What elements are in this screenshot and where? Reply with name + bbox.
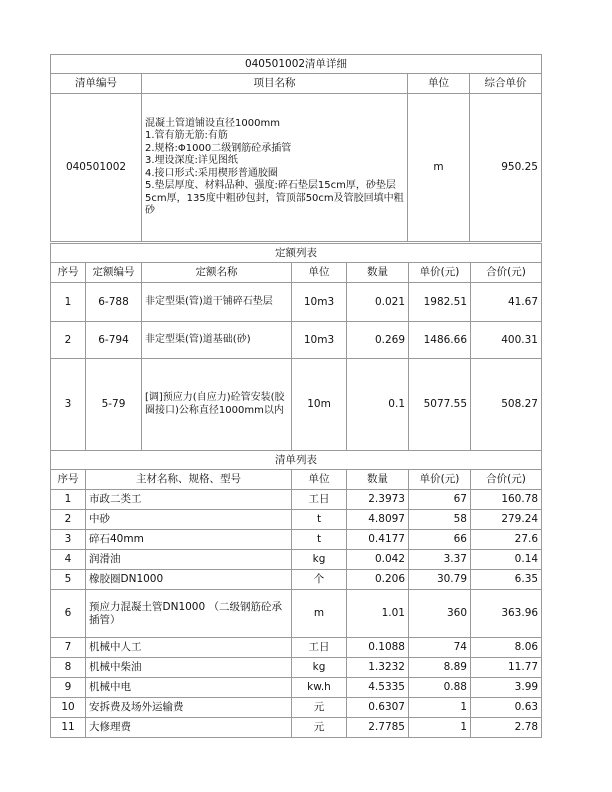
desc-line: 2.规格:Φ1000二级钢筋砼承插管 [145, 142, 292, 154]
bill-header-table [50, 54, 542, 242]
row-name: 非定型渠(管)道干铺碎石垫层 [142, 283, 292, 322]
row-total: 279.24 [471, 510, 542, 530]
desc-line: 3.埋设深度:详见图纸 [145, 155, 238, 166]
quota-col-header: 定额编号 [86, 263, 142, 283]
row-total: 27.6 [471, 530, 542, 550]
row-qty: 0.021 [347, 283, 409, 322]
quota-col-header: 单位 [292, 263, 347, 283]
row-unit: 10m3 [292, 322, 347, 359]
row-total: 0.14 [471, 550, 542, 570]
table-row [51, 658, 542, 678]
row-qty: 4.8097 [347, 510, 409, 530]
row-price: 1486.66 [409, 322, 471, 359]
row-total: 6.35 [471, 570, 542, 590]
row-name: 机械中人工 [86, 638, 292, 658]
row-no: 3 [51, 530, 86, 550]
row-unit: 元 [292, 718, 347, 738]
row-unit: m [292, 590, 347, 638]
table-row [51, 590, 542, 638]
row-qty: 4.5335 [347, 678, 409, 698]
materials-section-title: 清单列表 [51, 451, 542, 470]
name-header: 项目名称 [142, 74, 408, 94]
row-name: 润滑油 [86, 550, 292, 570]
row-qty: 2.3973 [347, 490, 409, 510]
item-code: 040501002 [51, 94, 142, 242]
row-unit: 元 [292, 698, 347, 718]
table-row [51, 510, 542, 530]
row-price: 1982.51 [409, 283, 471, 322]
materials-col-header: 单位 [292, 470, 347, 490]
row-name: 中砂 [86, 510, 292, 530]
row-no: 8 [51, 658, 86, 678]
table-row [51, 550, 542, 570]
row-qty: 0.6307 [347, 698, 409, 718]
unit-header: 单位 [408, 74, 470, 94]
row-price: 360 [409, 590, 471, 638]
table-row [51, 718, 542, 738]
row-total: 508.27 [471, 359, 542, 451]
table-row [51, 530, 542, 550]
table-row [51, 283, 542, 322]
desc-line: 5.垫层厚度、材料品种、强度:碎石垫层15cm厚，砂垫层5cm厚，135度中粗砂包封，管顶部50cm及管胶回填中粗砂 [145, 180, 404, 216]
row-price: 5077.55 [409, 359, 471, 451]
row-name: 橡胶圈DN1000 [86, 570, 292, 590]
row-name: 碎石40mm [86, 530, 292, 550]
row-price: 8.89 [409, 658, 471, 678]
row-no: 9 [51, 678, 86, 698]
row-no: 5 [51, 570, 86, 590]
row-total: 3.99 [471, 678, 542, 698]
row-total: 8.06 [471, 638, 542, 658]
materials-col-header: 序号 [51, 470, 86, 490]
row-price: 0.88 [409, 678, 471, 698]
row-qty: 2.7785 [347, 718, 409, 738]
desc-line: 1.管有筋无筋:有筋 [145, 130, 228, 141]
row-code: 5-79 [86, 359, 142, 451]
row-no: 6 [51, 590, 86, 638]
materials-col-header: 单价(元) [409, 470, 471, 490]
row-qty: 0.4177 [347, 530, 409, 550]
item-description [142, 94, 408, 242]
row-qty: 1.01 [347, 590, 409, 638]
row-unit: 10m3 [292, 283, 347, 322]
row-name: 市政二类工 [86, 490, 292, 510]
table-row [51, 698, 542, 718]
row-price: 3.37 [409, 550, 471, 570]
page-title: 040501002清单详细 [51, 55, 542, 74]
table-row [51, 638, 542, 658]
row-no: 3 [51, 359, 86, 451]
row-unit: 工日 [292, 638, 347, 658]
row-name: 大修理费 [86, 718, 292, 738]
desc-line: 4.接口形式:采用楔形普通胶圈 [145, 167, 278, 179]
row-unit: kw.h [292, 678, 347, 698]
quota-col-header: 合价(元) [471, 263, 542, 283]
row-total: 363.96 [471, 590, 542, 638]
table-row [51, 490, 542, 510]
row-code: 6-794 [86, 322, 142, 359]
row-price: 1 [409, 698, 471, 718]
table-row [51, 322, 542, 359]
row-unit: t [292, 510, 347, 530]
quota-col-header: 序号 [51, 263, 86, 283]
quota-col-header: 数量 [347, 263, 409, 283]
row-price: 1 [409, 718, 471, 738]
row-price: 30.79 [409, 570, 471, 590]
row-price: 66 [409, 530, 471, 550]
materials-col-header: 数量 [347, 470, 409, 490]
desc-line: 混凝土管道铺设直径1000mm [145, 117, 280, 129]
table-row [51, 678, 542, 698]
row-no: 2 [51, 510, 86, 530]
row-no: 11 [51, 718, 86, 738]
row-no: 10 [51, 698, 86, 718]
materials-table [50, 450, 542, 738]
row-total: 2.78 [471, 718, 542, 738]
item-unit: m [408, 94, 470, 242]
materials-col-header: 合价(元) [471, 470, 542, 490]
row-no: 4 [51, 550, 86, 570]
table-row [51, 359, 542, 451]
row-no: 2 [51, 322, 86, 359]
row-price: 67 [409, 490, 471, 510]
row-total: 400.31 [471, 322, 542, 359]
row-unit: 个 [292, 570, 347, 590]
row-total: 41.67 [471, 283, 542, 322]
row-qty: 0.269 [347, 322, 409, 359]
row-no: 7 [51, 638, 86, 658]
row-no: 1 [51, 490, 86, 510]
row-unit: 10m [292, 359, 347, 451]
row-name: 安拆费及场外运输费 [86, 698, 292, 718]
quota-table [50, 243, 542, 451]
table-row [51, 570, 542, 590]
row-qty: 0.1088 [347, 638, 409, 658]
row-no: 1 [51, 283, 86, 322]
row-total: 160.78 [471, 490, 542, 510]
row-total: 0.63 [471, 698, 542, 718]
row-qty: 0.206 [347, 570, 409, 590]
row-name: 机械中柴油 [86, 658, 292, 678]
row-price: 74 [409, 638, 471, 658]
row-unit: t [292, 530, 347, 550]
quota-section-title: 定额列表 [51, 244, 542, 263]
price-header: 综合单价 [470, 74, 542, 94]
row-name: 预应力混凝土管DN1000 （二级钢筋砼承插管） [86, 590, 292, 638]
row-name: 非定型渠(管)道基础(砂) [142, 322, 292, 359]
row-unit: kg [292, 658, 347, 678]
item-price: 950.25 [470, 94, 542, 242]
row-name: [调]预应力(自应力)砼管安装(胶圈接口)公称直径1000mm以内 [142, 359, 292, 451]
row-price: 58 [409, 510, 471, 530]
row-unit: 工日 [292, 490, 347, 510]
code-header: 清单编号 [51, 74, 142, 94]
quota-col-header: 单价(元) [409, 263, 471, 283]
row-qty: 0.1 [347, 359, 409, 451]
row-qty: 0.042 [347, 550, 409, 570]
materials-col-header: 主材名称、规格、型号 [86, 470, 292, 490]
row-qty: 1.3232 [347, 658, 409, 678]
row-name: 机械中电 [86, 678, 292, 698]
quota-col-header: 定额名称 [142, 263, 292, 283]
row-unit: kg [292, 550, 347, 570]
row-total: 11.77 [471, 658, 542, 678]
row-code: 6-788 [86, 283, 142, 322]
